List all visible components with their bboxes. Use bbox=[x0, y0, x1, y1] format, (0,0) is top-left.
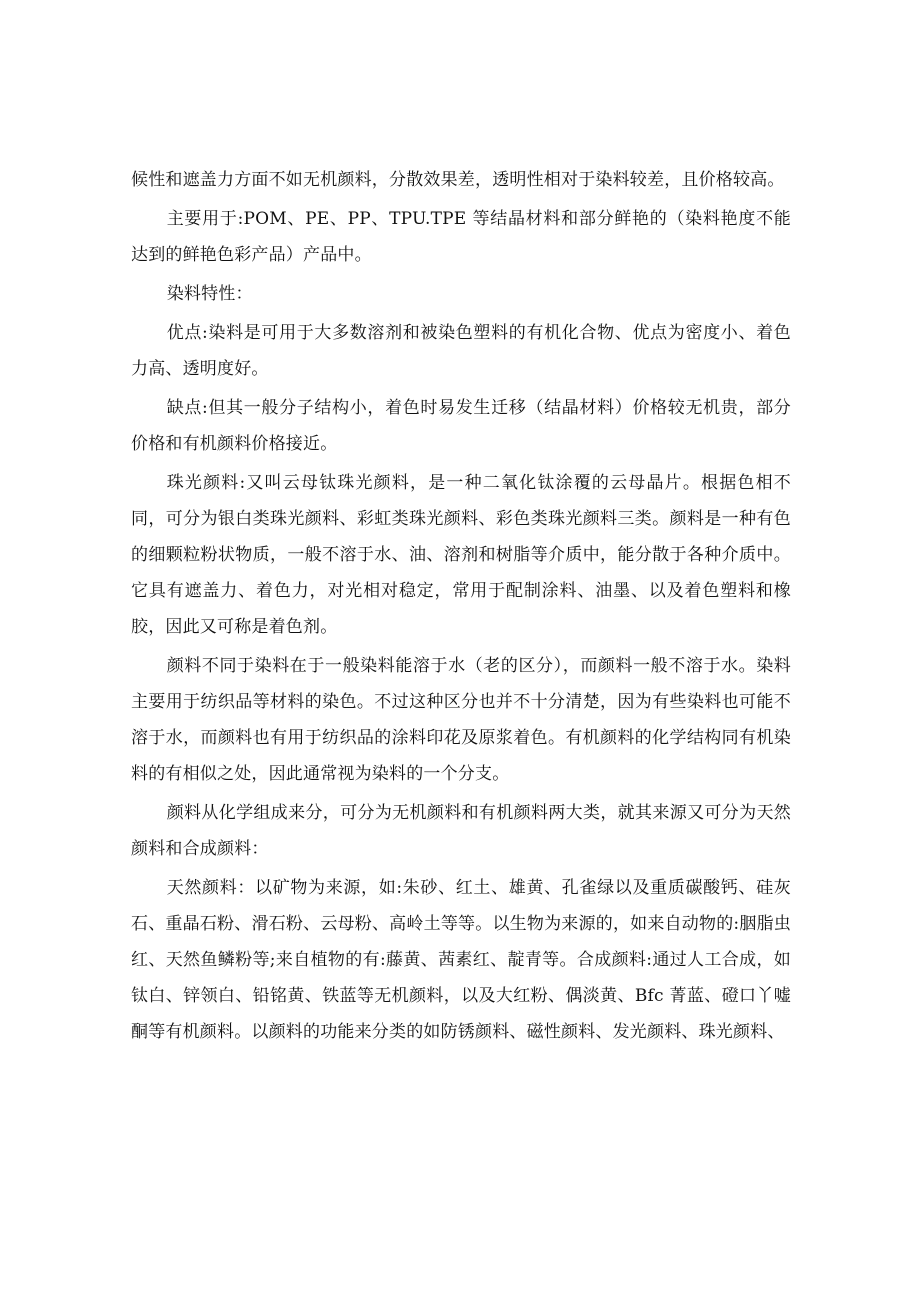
paragraph-natural-pigments: 天然颜料：以矿物为来源，如:朱砂、红土、雄黄、孔雀绿以及重质碳酸钙、硅灰石、重晶石粉、滑石粉、云母粉、高岭土等等。以生物为来源的，如来自动物的:胭脂虫红、天然鱼鳞粉等;来自植物的有:藤黄、茜素红、靛青等。合成颜料:通过人工合成，如钛白、锌领白、铅铭黄、铁蓝等无机颜料，以及大红粉、偶淡黄、Bfc 菁蓝、磴口丫嘘酮等有机颜料。以颜料的功能来分类的如防锈颜料、磁性颜料、发光颜料、珠光颜料、 bbox=[131, 878, 791, 1042]
paragraph-dye-heading: 染料特性： bbox=[166, 284, 253, 304]
body-text bbox=[131, 162, 791, 1053]
paragraph-usage: 主要用于:POM、PE、PP、TPU.TPE 等结晶材料和部分鲜艳的（染料艳度不能达到的鲜艳色彩产品）产品中。 bbox=[131, 209, 791, 265]
paragraph-continued: 候性和遮盖力方面不如无机颜料，分散效果差，透明性相对于染料较差，且价格较高。 bbox=[131, 170, 785, 190]
paragraph-advantages: 优点:染料是可用于大多数溶剂和被染色塑料的有机化合物、优点为密度小、着色力高、透明度好。 bbox=[131, 323, 791, 379]
paragraph-pearl-pigment: 珠光颜料:又叫云母钛珠光颜料，是一种二氧化钛涂覆的云母晶片。根据色相不同，可分为银白类珠光颜料、彩虹类珠光颜料、彩色类珠光颜料三类。颜料是一种有色的细颗粒粉状物质，一般不溶于水、油、溶剂和树脂等介质中，能分散于各种介质中。它具有遮盖力、着色力，对光相对稳定，常用于配制涂料、油墨、以及着色塑料和橡胶，因此又可称是着色剂。 bbox=[131, 473, 791, 637]
paragraph-pigment-classification: 颜料从化学组成来分，可分为无机颜料和有机颜料两大类，就其来源又可分为天然颜料和合成颜料： bbox=[131, 803, 791, 859]
paragraph-disadvantages: 缺点:但其一般分子结构小，着色时易发生迁移（结晶材料）价格较无机贵，部分价格和有机颜料价格接近。 bbox=[131, 398, 791, 454]
paragraph-pigment-vs-dye: 颜料不同于染料在于一般染料能溶于水（老的区分），而颜料一般不溶于水。染料主要用于纺织品等材料的染色。不过这种区分也并不十分清楚，因为有些染料也可能不溶于水，而颜料也有用于纺织品的涂料印花及原浆着色。有机颜料的化学结构同有机染料的有相似之处，因此通常视为染料的一个分支。 bbox=[131, 656, 791, 784]
